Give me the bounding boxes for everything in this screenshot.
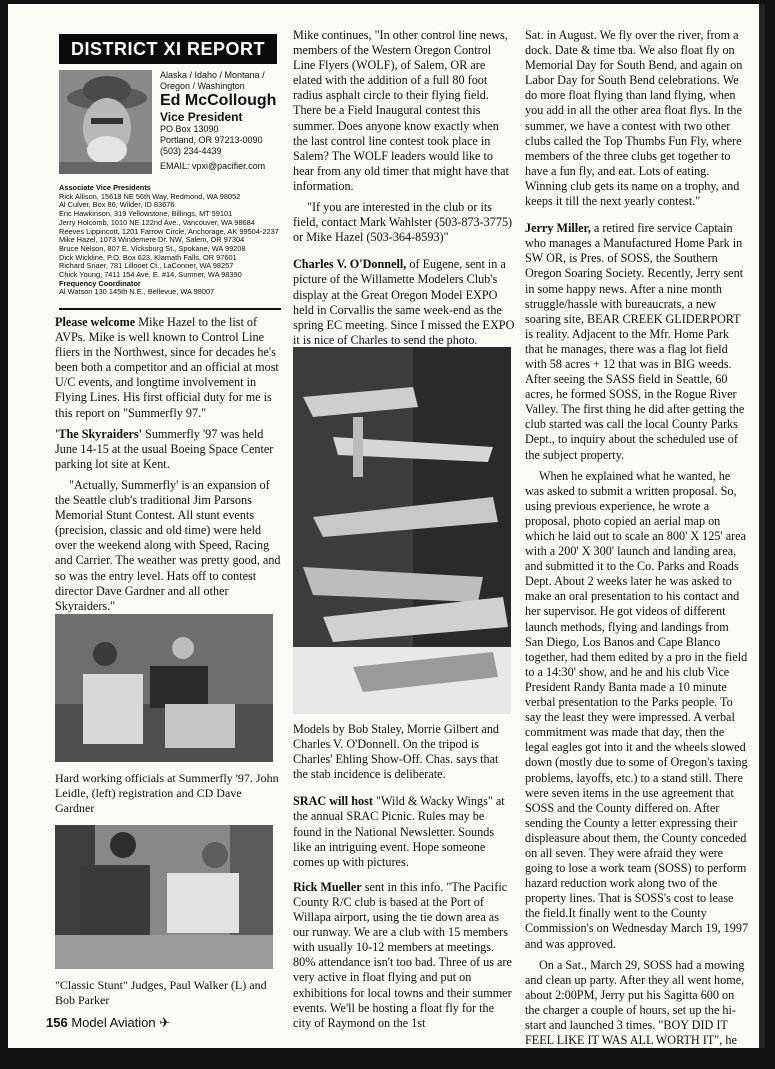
associate-item: Richard Snaer, 781 Lillooet Ct., LaConner, WA 98257 [59, 261, 234, 271]
associate-item: Al Culver, Box 86, Wilder, ID 83676 [59, 200, 175, 210]
airplane-icon: ✈ [159, 1015, 171, 1030]
lead-skyraiders: 'The Skyraiders' [55, 426, 143, 441]
associate-vp-list [59, 184, 281, 297]
vp-title: Vice President [160, 110, 243, 124]
frequency-coordinator-heading: Frequency Coordinator [59, 278, 141, 288]
text-srac: "Wild & Wacky Wings" at the annual SRAC Picnic. Rules may be found in the National Newsletter. Sounds like an intriguing event. Hope someone comes up with pictures. [293, 794, 505, 869]
associate-item: Dick Wickline, P.O. Box 623, Klamath Falls, OR 97601 [59, 252, 237, 262]
associate-item: Mike Hazel, 1073 Windemere Dr. NW, Salem, OR 97304 [59, 235, 245, 245]
paragraph-summerfly: "Actually, Summerfly' is an expansion of the Seattle club's traditional Jim Parsons Memorial Stunt Contest. All stunt events (precision, classic and old time) were held over the weekend along with Speed, Racing and Carrier. The weather was pretty good, and so was the entry level. Hats off to contest director Dave Gardner and all other Skyraiders." [55, 477, 281, 613]
page-number: 156 [46, 1015, 68, 1030]
caption-judges: "Classic Stunt" Judges, Paul Walker (L) and Bob Parker [55, 978, 267, 1007]
paragraph-floatfly: Sat. in August. We fly over the river, from a dock. Date & time tba. We also float fly on Memorial Day for South Bend, and again on Labor Day for South Bend celebrations. We do more float flying than land flying, when you add in all the other area float flys. In the summer, we have a contest with two other clubs called the Top Thumbs Fun Fly, where members of the three clubs get together to have a fun fly, and eat. Lots of eating. Winning club gets its name on a trophy, and keeps it till the next yearly contest." [525, 28, 743, 209]
vp-name: Ed McCollough [160, 92, 277, 109]
associate-item: Chick Young, 7411 154 Ave. E. #14, Sumner, WA 98390 [59, 270, 242, 280]
vp-phone: (503) 234-4439 [160, 146, 222, 156]
text-odonnell: of Eugene, sent in a picture of the Willamette Modelers Club's display at the Great Oregon Model EXPO held in Corvallis the same week-end as the spring EC meeting. Since I missed the EXPO it is nice of Charles to send the photo. [293, 257, 515, 347]
paragraph-welcome [55, 315, 283, 421]
paragraph-jerry-miller [525, 221, 750, 463]
photo-judges [55, 825, 273, 969]
photo-model-display [293, 347, 511, 714]
page-footer [46, 1015, 170, 1031]
paragraph-odonnell [293, 257, 515, 348]
paragraph-proposal: When he explained what he wanted, he was asked to submit a written proposal. So, using previous experience, he wrote a proposal, photo copied an aerial map on which he laid out to scale an 800' X 125' area with a 200' X 300' launch and landing area, and submitted it to the Co. Parks and Roads Dept. About 2 weeks later he was asked to make an oral presentation to his contact and her supervisor. He got videos of different launch methods, flying and landings from San Diego, Los Banos and Cape Blanco together, had them edited by a pro in the field to a 14:30' show, and he and his club Vice President Randy Banta made a 10 minute verbal presentation to the Parks people. To say the least they were impressed. A verbal commitment was made that day, then the legal eagles got into it and the wheels slowed down (mostly due to some of Oregon's taxing problems, layoffs, etc.) to a stand still. There were seven items in the use agreement that SOSS and the County differed on. After sending the County a letter expressing their displeasure about them, the County conceded on all seven. They were afraid they were going to lose a work team (SOSS) to perform hazard reduction work along two of the property lines. That is SOSS's cost to lease the field.It finally went to the County Commission's on Wednesday March 19, 1997 and was approved. [525, 468, 749, 951]
paragraph-contact: "If you are interested in the club or its field, contact Mark Wahlster (503-873-3775) or Mike Hazel (503-364-8593)" [293, 200, 513, 245]
magazine-page [8, 4, 765, 1063]
associate-item: Rick Allison, 15618 NE 56th Way, Redmond, WA 98052 [59, 191, 241, 201]
magazine-name: Model Aviation [71, 1015, 156, 1030]
lead-odonnell: Charles V. O'Donnell, [293, 257, 407, 272]
column-1 [55, 315, 283, 620]
associate-item: Jerry Holcomb, 1010 NE 122nd Ave., Vancouver, WA 98684 [59, 217, 255, 227]
associate-item: Eric Hawkinson, 319 Yellowstone, Billings, MT 59101 [59, 209, 233, 219]
associates-heading: Associate Vice Presidents [59, 183, 151, 192]
associate-item: Bruce Nelson, 807 E. Vicksburg St., Spokane, WA 99208 [59, 243, 246, 253]
vp-contact-block [160, 70, 280, 172]
lead-srac: SRAC will host [293, 794, 373, 809]
caption-officials: Hard working officials at Summerfly '97. John Leidle, (left) registration and CD Dave Gardner [55, 771, 279, 815]
district-banner: DISTRICT XI REPORT [59, 34, 277, 64]
paragraph-mueller [293, 880, 515, 1031]
photo-officials [55, 614, 273, 762]
caption-models: Models by Bob Staley, Morrie Gilbert and Charles V. O'Donnell. On the tripod is Charles' Ehling Show-Off. Chas. says that the stab incidence is deliberate. [293, 722, 500, 782]
text-mueller: sent in this info. "The Pacific County R/C club is based at the Port of Willapa airport, using the tie down area as our runway. We are a club with 15 members with usually 10-12 members at meetings. 80% attendance isn't too bad. Three of us are very active in float flying and put on exhibitions for local towns and their summer events. We'll be hosting a float fly for the city of Raymond on the 1st [293, 879, 512, 1030]
vp-address-line1: PO Box 13090 [160, 124, 219, 134]
vp-address-line2: Portland, OR 97213-0090 [160, 135, 263, 145]
text-skyraiders: Summerfly '97 was held June 14-15 at the usual Boeing Space Center parking lot site at Kent. [55, 426, 274, 471]
lead-jerry-miller: Jerry Miller, [525, 221, 591, 236]
paragraph-mike-continues: Mike continues, "In other control line news, members of the Western Oregon Control Line Flyers (WOLF), of Salem, OR are elated with the addition of a full 80 foot radius asphalt circle to their flying field. There be a Field Inaugural contest this summer. Does anyone know exactly when the last control line contest took place in Salem? The WOLF leaders would like to hear from any old timer that might have that information. [293, 28, 509, 193]
lead-mueller: Rick Mueller [293, 879, 362, 894]
vp-email: EMAIL: vpxi@pacifier.com [160, 161, 266, 171]
text-welcome: Mike Hazel to the list of AVPs. Mike is well known to Control Line fliers in the Northwest, since for decades he's been both a competitor and an official at most U/C events, and longtime involvement in Flying Lines. His first official duty for me is this report on "Summerfly 97." [55, 315, 279, 420]
paragraph-mowing: On a Sat., March 29, SOSS had a mowing and clean up party. After they all went home, about 2:00PM, Jerry put his Sagitta 600 on the charger a couple of hours, set up the hi-start and launched 3 times. "BOY DID IT FEEL LIKE IT WAS ALL WORTH IT", he said! ✈ [525, 957, 745, 1063]
vp-portrait-photo [59, 70, 152, 174]
column-3 [525, 28, 750, 1069]
paragraph-skyraiders [55, 427, 283, 472]
frequency-coordinator: Al Watson 130 145th N.E., Bellevue, WA 98007 [59, 287, 215, 297]
header-divider [59, 308, 281, 310]
text-jerry-miller: a retired fire service Captain who manages a Manufactured Home Park in SW OR, is Pres. of SOSS, the Southern Oregon Soaring Society. Recently, Jerry sent in some happy news. After a nine month struggle/hassle with bureaucrats, a new soaring site, BEAR CREEK GLIDERPORT is reality. Adjacent to the Mfr. Home Park that he manages, there was a flag lot field with 58 acres + 12 that was in BIG weeds. After seeing the SASS field in Seattle, 60 acres, he formed SOSS, in the Rogue River Valley. The first thing he did after getting the club started was call the local County Parks Dept., to inquiry about the scheduled use of the subject property. [525, 221, 745, 462]
column-2-lower [293, 722, 515, 1037]
column-2 [293, 28, 515, 354]
associate-item: Reeves Lippincott, 1201 Farrow Circle, Anchorage, AK 99504-2237 [59, 226, 279, 236]
vp-states: Alaska / Idaho / Montana / Oregon / Washington [160, 70, 265, 91]
paragraph-srac [293, 794, 515, 869]
lead-welcome: Please welcome [55, 315, 136, 329]
